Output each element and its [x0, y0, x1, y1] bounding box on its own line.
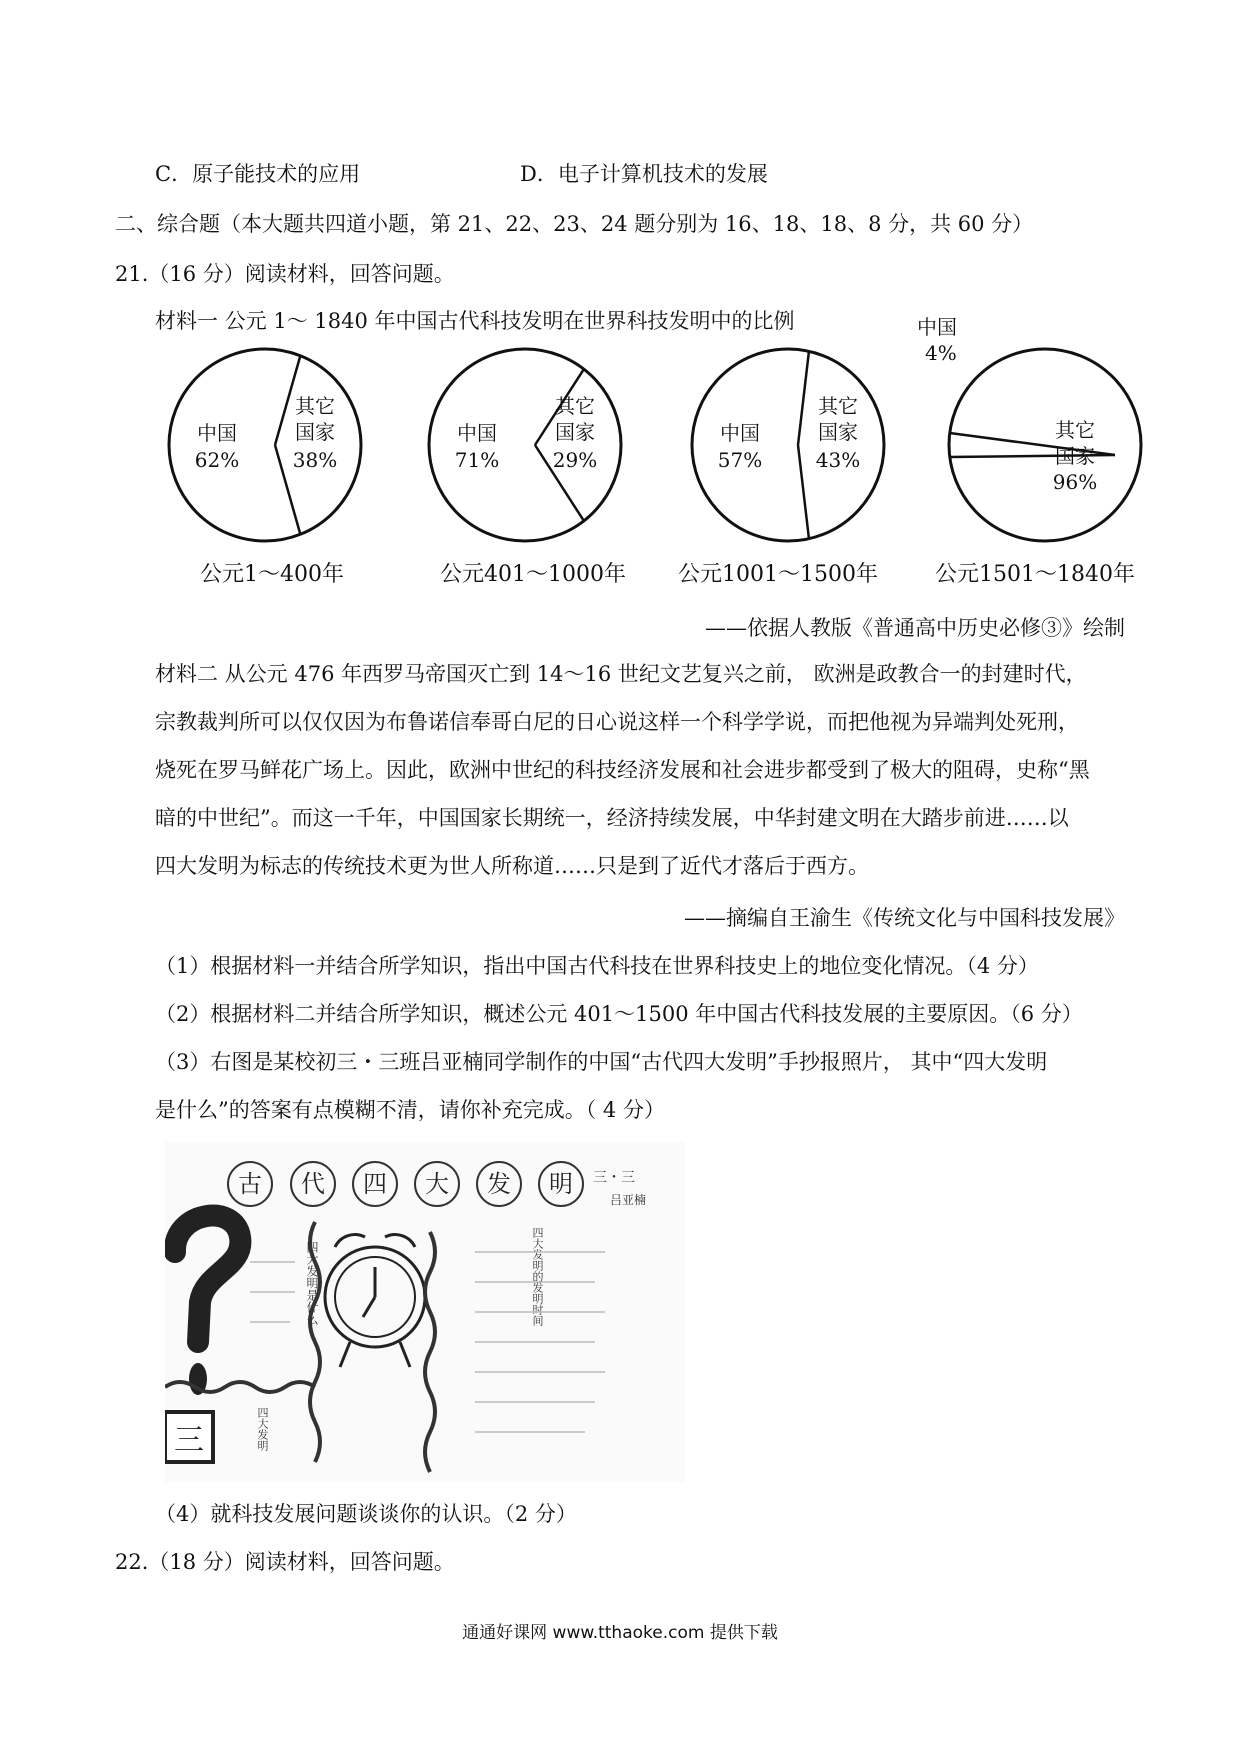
- pie-outline: [429, 349, 621, 541]
- pie-slice-label: 中国: [197, 421, 237, 445]
- pie-slice-label: 其它: [295, 394, 335, 418]
- pie-chart: [917, 315, 1145, 587]
- poster-title-char: 大: [425, 1170, 449, 1198]
- sub-question-1: （1）根据材料一并结合所学知识，指出中国古代科技在世界科技史上的地位变化情况。（4 分）: [155, 954, 1039, 978]
- pie-value-label: 71%: [454, 448, 500, 472]
- pie-slice-label: 其它: [818, 394, 858, 418]
- poster-time-vertical: 四大发明的发明时间: [445, 1227, 544, 1240]
- pie-caption: 公元1～400年: [200, 562, 344, 587]
- pie-value-label: 29%: [552, 448, 598, 472]
- poster-author: 吕亚楠: [610, 1193, 647, 1207]
- pie-outline: [692, 349, 884, 541]
- pie-slice-label: 中国: [457, 421, 497, 445]
- material2-line: 四大发明为标志的传统技术更为世人所称道……只是到了近代才落后于西方。: [155, 854, 869, 878]
- pie-slice-label: 国家: [555, 420, 595, 444]
- pie-chart: [425, 345, 626, 587]
- pie-caption: 公元401～1000年: [440, 562, 626, 587]
- sub-question-4: （4）就科技发展问题谈谈你的认识。（2 分）: [155, 1502, 577, 1526]
- material2-line: 材料二 从公元 476 年西罗马帝国灭亡到 14～16 世纪文艺复兴之前， 欧洲是政教合一的封建时代，: [155, 662, 1087, 686]
- pie-value-label: 38%: [292, 448, 338, 472]
- material2-line: 宗教裁判所可以仅仅因为布鲁诺信奉哥白尼的日心说这样一个科学学说，而把他视为异端判处死刑，: [155, 710, 1079, 734]
- pie-slice-label: 中国: [917, 315, 957, 339]
- material2-source: ——摘编自王渝生《传统文化与中国科技发展》: [684, 906, 1125, 930]
- poster-title-char: 明: [549, 1170, 573, 1198]
- sub-question-2: （2）根据材料二并结合所学知识，概述公元 401～1500 年中国古代科技发展的主要原因。（6 分）: [155, 1002, 1083, 1026]
- material2-text: [155, 650, 1130, 890]
- sub-question-3-line1: （3）右图是某校初三・三班吕亚楠同学制作的中国“古代四大发明”手抄报照片， 其中“四大发明: [155, 1050, 1048, 1074]
- poster-title-char: 古: [238, 1170, 262, 1198]
- pie-svg: [165, 345, 365, 545]
- pie-caption: 公元1501～1840年: [935, 562, 1135, 587]
- pie-value-label: 96%: [1052, 470, 1098, 494]
- pie-svg: [945, 345, 1145, 545]
- material2-line: 烧死在罗马鲜花广场上。因此，欧洲中世纪的科技经济发展和社会进步都受到了极大的阻碍，史称“黑: [155, 758, 1090, 782]
- poster-title-char: 四: [363, 1170, 387, 1198]
- poster-class-label: 三・三: [593, 1170, 635, 1186]
- pie-slice-label: 国家: [1055, 444, 1095, 468]
- pie-value-label: 57%: [717, 448, 763, 472]
- sub-question-3-line2: 是什么”的答案有点模糊不清，请你补充完成。（ 4 分）: [155, 1098, 665, 1122]
- option-c: C．原子能技术的应用: [155, 162, 361, 186]
- pie-svg: [425, 345, 625, 545]
- q21-title: 21.（16 分）阅读材料，回答问题。: [115, 262, 455, 286]
- pie-slice-label: 其它: [1055, 418, 1095, 442]
- pie-slice-label: 中国: [720, 421, 760, 445]
- q22-title: 22.（18 分）阅读材料，回答问题。: [115, 1550, 455, 1574]
- material1-title: 材料一 公元 1～ 1840 年中国古代科技发明在世界科技发明中的比例: [155, 309, 795, 333]
- poster-bottom-vertical: 四大发明: [225, 1407, 269, 1420]
- poster-question-vertical: 四大发明是什么: [235, 1241, 319, 1255]
- pie-outline: [169, 349, 361, 541]
- pie-slice-label: 国家: [818, 420, 858, 444]
- pie-value-label: 62%: [194, 448, 240, 472]
- pie-chart: [165, 345, 365, 587]
- pie-slice-label: 其它: [555, 394, 595, 418]
- pie-caption: 公元1001～1500年: [678, 562, 878, 587]
- pie-value-label: 43%: [815, 448, 861, 472]
- footer: 通通好课网 www.tthaoke.com 提供下载: [462, 1623, 778, 1643]
- pie-chart: [678, 345, 888, 587]
- poster-title-char: 代: [301, 1170, 325, 1198]
- pie-value-label: 4%: [925, 341, 957, 365]
- pie-slice-label: 国家: [295, 420, 335, 444]
- book-mark: 三: [174, 1423, 204, 1458]
- pie-svg: [688, 345, 888, 545]
- poster-title-char: 发: [487, 1170, 511, 1198]
- poster-photo: [165, 1142, 685, 1482]
- book-icon: [165, 1412, 213, 1462]
- option-d: D．电子计算机技术的发展: [520, 162, 768, 186]
- material2-line: 暗的中世纪”。而这一千年，中国国家长期统一，经济持续发展，中华封建文明在大踏步前进……以: [155, 806, 1069, 830]
- material1-source: ——依据人教版《普通高中历史必修③》绘制: [705, 616, 1125, 640]
- section2-heading: 二、综合题（本大题共四道小题，第 21、22、23、24 题分别为 16、18、18、8 分，共 60 分）: [115, 212, 1034, 236]
